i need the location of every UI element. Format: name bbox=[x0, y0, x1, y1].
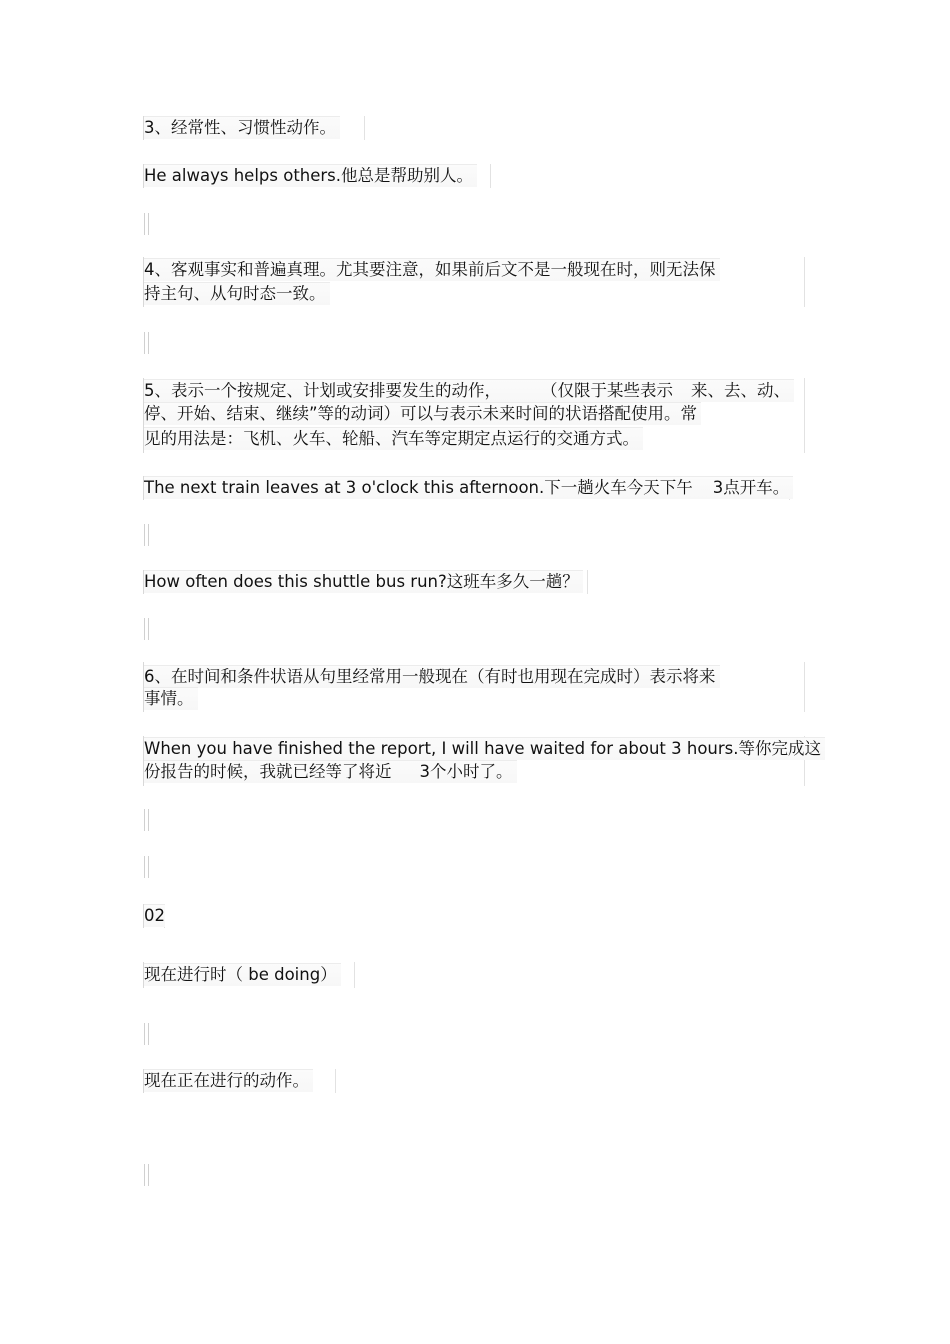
section-number-block bbox=[143, 904, 165, 928]
section-subtitle: 现在正在进行的动作。 bbox=[144, 1069, 313, 1092]
item-5-line-1b: （仅限于某些表示 bbox=[541, 381, 673, 400]
example-6-block bbox=[143, 736, 822, 786]
item-5-line-2: 停、开始、结束、继续”等的动词）可以与表示未来时间的状语搭配使用。常 bbox=[144, 402, 701, 425]
example-6-line-1: When you have finished the report, I will have waited for about 3 hours.等你完成这 bbox=[144, 737, 825, 760]
item-5-line-1c: 来、去、动、 bbox=[691, 381, 790, 400]
item-5-line-1 bbox=[144, 379, 794, 402]
item-4-line-2: 持主句、从句时态一致。 bbox=[144, 282, 330, 305]
item-5-block bbox=[143, 378, 805, 453]
example-5a-text bbox=[144, 476, 793, 499]
section-title: 现在进行时（ be doing） bbox=[144, 963, 341, 986]
example-5b-block bbox=[143, 570, 588, 594]
example-5b-text: How often does this shuttle bus run?这班车多久一趟？ bbox=[144, 570, 583, 593]
item-3-block bbox=[143, 116, 365, 140]
item-6-block bbox=[143, 662, 805, 712]
example-6-line-2b: 3个小时了。 bbox=[419, 762, 513, 781]
section-title-block bbox=[143, 962, 355, 988]
separator bbox=[144, 618, 149, 640]
example-5a-text-a: The next train leaves at 3 o'clock this afternoon.下一趟火车今天下午 bbox=[144, 478, 693, 497]
section-sub-block bbox=[143, 1069, 336, 1093]
example-5a-block bbox=[143, 476, 790, 500]
separator bbox=[144, 213, 149, 235]
section-number: 02 bbox=[144, 906, 165, 925]
example-5a-text-b: 3点开车。 bbox=[712, 478, 790, 497]
item-6-line-1: 6、在时间和条件状语从句里经常用一般现在（有时也用现在完成时）表示将来 bbox=[144, 665, 720, 688]
separator bbox=[144, 524, 149, 546]
separator bbox=[144, 1023, 149, 1045]
separator bbox=[144, 856, 149, 878]
item-3-title: 3、经常性、习惯性动作。 bbox=[144, 116, 340, 139]
item-6-line-2: 事情。 bbox=[144, 687, 198, 710]
example-3-block bbox=[143, 164, 491, 188]
separator bbox=[144, 809, 149, 831]
separator bbox=[144, 332, 149, 354]
item-5-line-3: 见的用法是：飞机、火车、轮船、汽车等定期定点运行的交通方式。 bbox=[144, 427, 643, 450]
separator bbox=[144, 1164, 149, 1186]
example-3-text: He always helps others.他总是帮助别人。 bbox=[144, 164, 477, 187]
item-4-block bbox=[143, 257, 805, 307]
item-5-line-1a: 5、表示一个按规定、计划或安排要发生的动作， bbox=[144, 381, 501, 400]
example-6-line-2 bbox=[144, 760, 517, 783]
item-4-line-1: 4、客观事实和普遍真理。尤其要注意，如果前后文不是一般现在时，则无法保 bbox=[144, 258, 720, 281]
example-6-line-2a: 份报告的时候，我就已经等了将近 bbox=[144, 762, 392, 781]
